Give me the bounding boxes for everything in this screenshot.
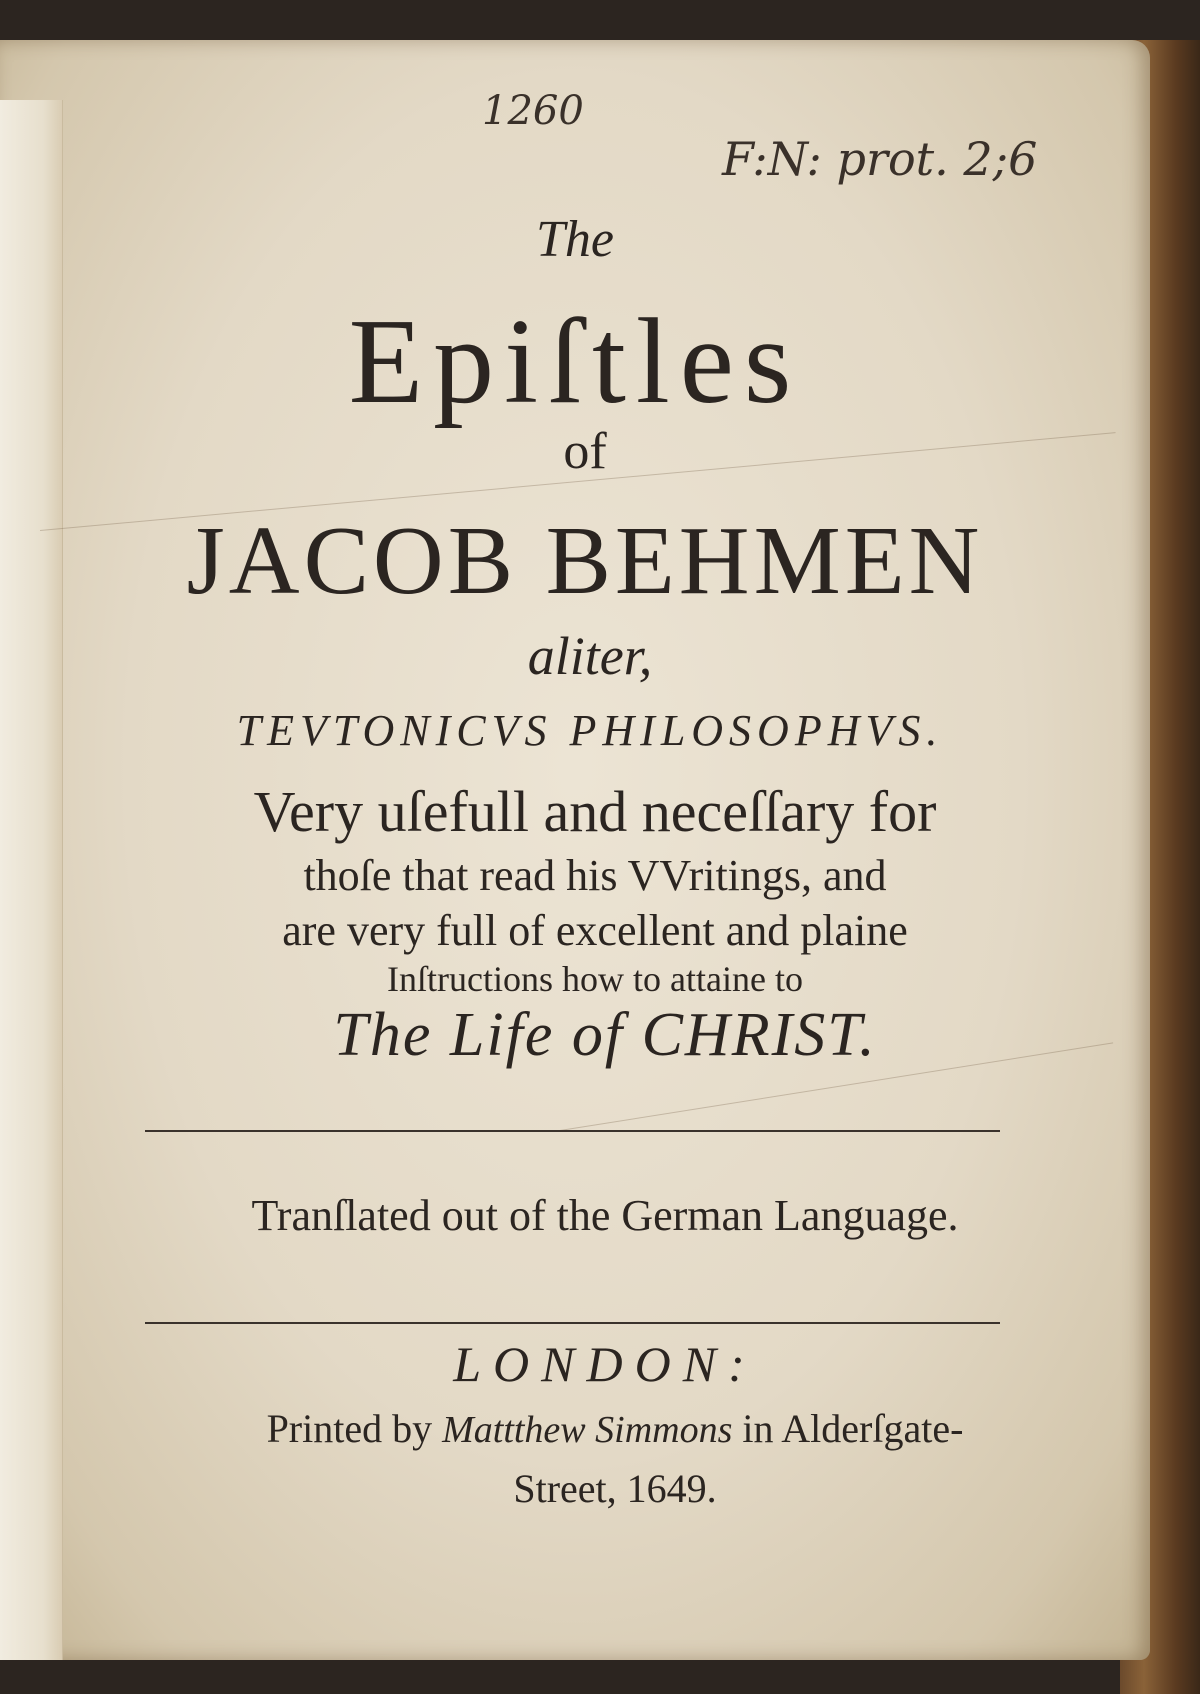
handwritten-shelfmark: F:N: prot. 2;6 — [722, 132, 1038, 186]
aliter-label: aliter, — [527, 626, 653, 686]
title-article: The — [536, 211, 614, 268]
description-line-1: Very uſefull and neceſſary for — [253, 779, 937, 844]
description-line-4: Inſtructions how to attaine to — [387, 959, 803, 999]
title-page — [0, 40, 1150, 1660]
handwritten-number: 1260 — [482, 88, 584, 134]
printer-name: Mattthew Simmons — [442, 1409, 733, 1451]
title-of: of — [563, 423, 607, 480]
imprint-prefix: Printed by — [266, 1406, 433, 1451]
author-name: JACOB BEHMEN — [186, 507, 984, 615]
translation-note: Tranſlated out of the German Language. — [251, 1191, 959, 1240]
top-rule — [145, 1130, 1000, 1132]
description-line-3: are very full of excellent and plaine — [282, 906, 908, 955]
imprint-place: LONDON: — [453, 1336, 757, 1392]
main-title: Epiſtles — [348, 294, 802, 429]
imprint-line-1 — [40, 1405, 1190, 1452]
bottom-rule — [145, 1322, 1000, 1324]
description-line-2: thoſe that read his VVritings, and — [303, 851, 887, 900]
imprint-line-2: Street, 1649. — [513, 1466, 717, 1511]
author-alias: TEVTONICVS PHILOSOPHVS. — [236, 706, 944, 755]
subject-line: The Life of CHRIST. — [333, 1001, 877, 1069]
imprint-suffix: in Alderſgate- — [742, 1406, 964, 1451]
